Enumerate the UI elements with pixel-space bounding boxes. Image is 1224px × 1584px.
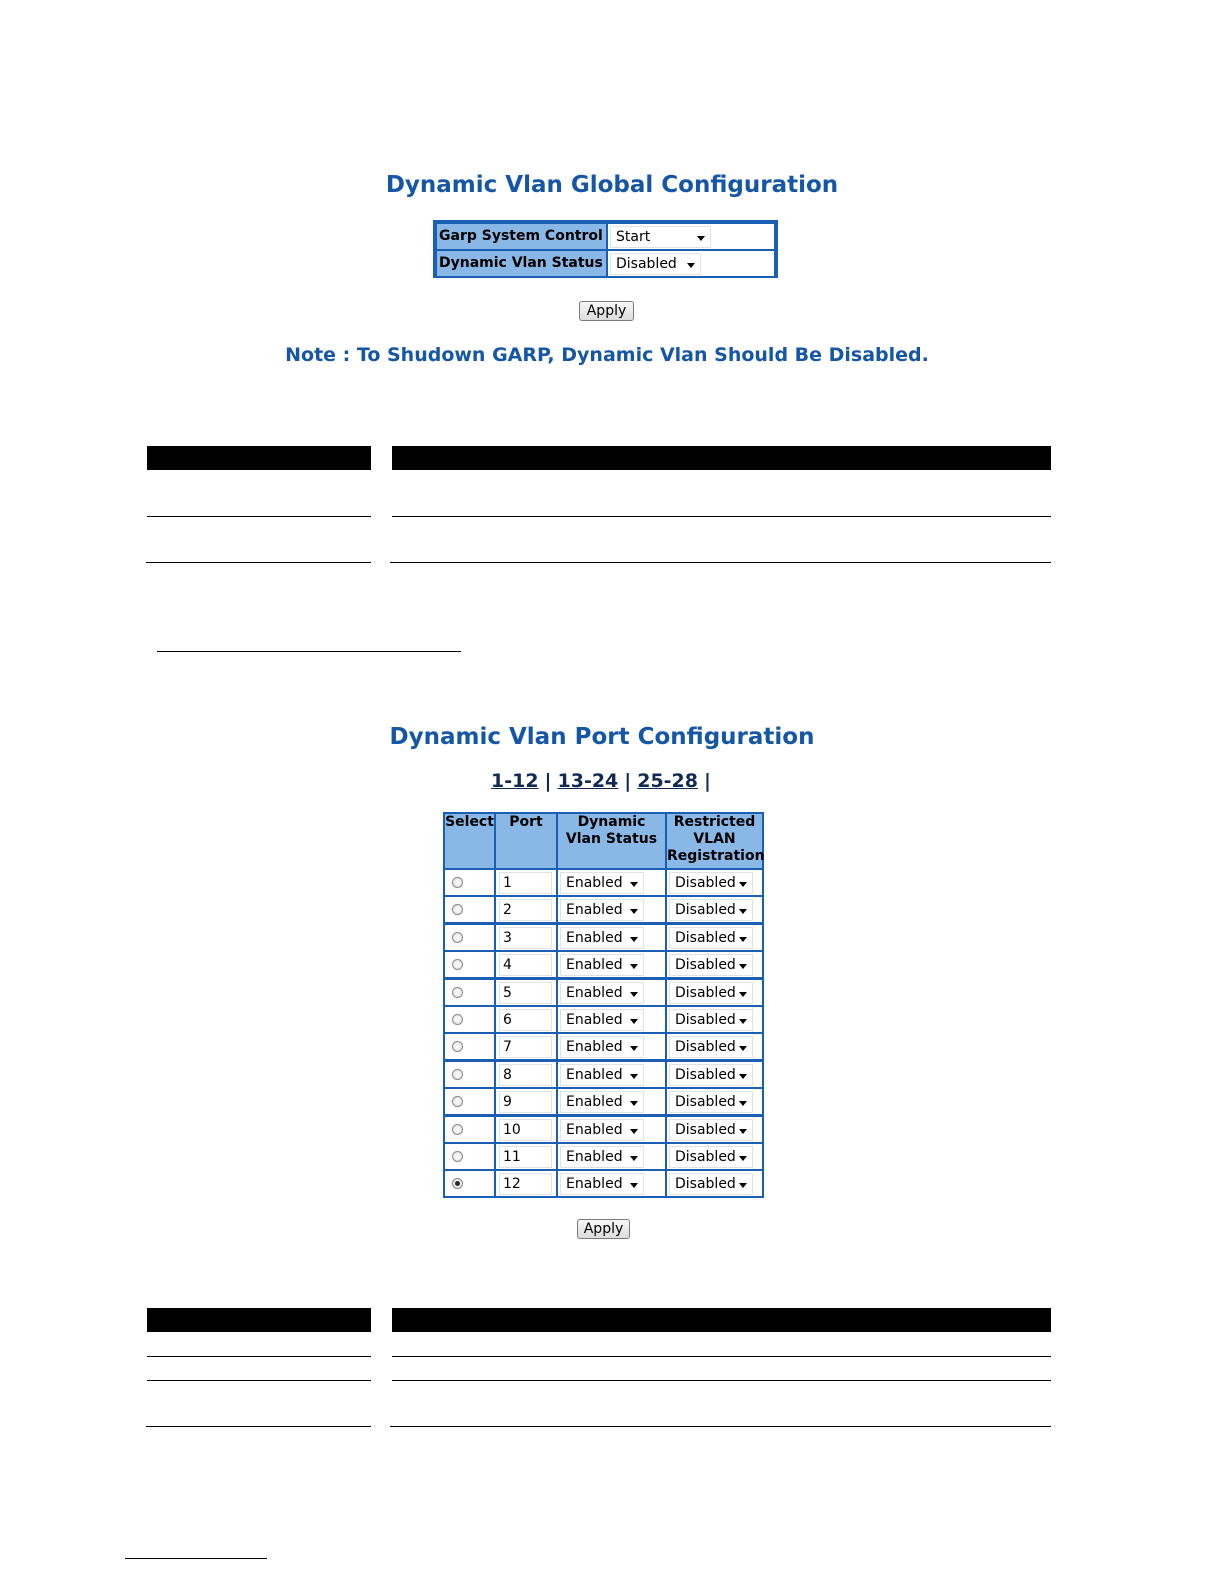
header-restricted-vlan-registration: Restricted VLAN Registration	[667, 814, 762, 868]
port-select-radio[interactable]	[452, 1041, 463, 1052]
divider	[392, 1380, 1051, 1381]
dynamic-vlan-status-select[interactable]	[560, 1146, 644, 1168]
divider	[147, 516, 371, 517]
port-number-field[interactable]: 3	[499, 927, 552, 949]
chevron-down-icon	[630, 909, 638, 914]
restricted-vlan-select[interactable]	[669, 1036, 753, 1058]
restricted-vlan-value: Disabled	[675, 1012, 736, 1028]
chevron-down-icon	[687, 263, 695, 268]
port-number-field[interactable]: 1	[499, 872, 552, 894]
page-link-25-28[interactable]: 25-28	[637, 770, 699, 792]
port-select-radio[interactable]	[452, 959, 463, 970]
dynamic-vlan-status-select[interactable]	[560, 982, 644, 1004]
garp-system-control-value: Start	[616, 229, 651, 245]
port-config-table	[443, 812, 764, 1198]
restricted-vlan-select[interactable]	[669, 1146, 753, 1168]
chevron-down-icon	[630, 1156, 638, 1161]
chevron-down-icon	[739, 1046, 747, 1051]
chevron-down-icon	[630, 1046, 638, 1051]
dynamic-vlan-status-select[interactable]	[560, 1064, 644, 1086]
port-number-field[interactable]: 5	[499, 982, 552, 1004]
restricted-vlan-select[interactable]	[669, 1009, 753, 1031]
dynamic-vlan-status-select[interactable]	[560, 1173, 644, 1195]
dynamic-vlan-status-select[interactable]	[560, 927, 644, 949]
chevron-down-icon	[739, 937, 747, 942]
port-number-field[interactable]: 11	[499, 1146, 552, 1168]
chevron-down-icon	[697, 236, 705, 241]
dynamic-vlan-status-value: Enabled	[566, 957, 623, 973]
chevron-down-icon	[739, 1019, 747, 1024]
chevron-down-icon	[630, 1183, 638, 1188]
port-range-pager	[491, 770, 717, 792]
divider	[392, 516, 1051, 517]
chevron-down-icon	[630, 1101, 638, 1106]
port-select-radio[interactable]	[452, 1014, 463, 1025]
port-select-radio[interactable]	[452, 987, 463, 998]
apply-ports-button[interactable]: Apply	[577, 1219, 630, 1239]
restricted-vlan-value: Disabled	[675, 985, 736, 1001]
port-number-field[interactable]: 10	[499, 1119, 552, 1141]
divider	[146, 562, 371, 563]
page-link-1-12[interactable]: 1-12	[491, 770, 539, 792]
port-select-radio[interactable]	[452, 904, 463, 915]
header-dynamic-vlan-status: Dynamic Vlan Status	[558, 814, 665, 868]
divider	[147, 1380, 371, 1381]
garp-label: Garp System Control	[437, 224, 606, 249]
divider	[146, 1426, 371, 1427]
dynamic-vlan-status-value: Disabled	[616, 256, 677, 272]
header-port: Port	[496, 814, 556, 868]
restricted-vlan-value: Disabled	[675, 902, 736, 918]
garp-system-control-select[interactable]	[610, 226, 711, 248]
dynamic-vlan-status-select[interactable]	[560, 1119, 644, 1141]
chevron-down-icon	[630, 937, 638, 942]
dynamic-vlan-status-select[interactable]	[560, 1091, 644, 1113]
dynamic-vlan-status-value: Enabled	[566, 875, 623, 891]
chevron-down-icon	[739, 1129, 747, 1134]
page-link-13-24[interactable]: 13-24	[557, 770, 619, 792]
dynamic-vlan-status-select[interactable]	[610, 253, 701, 275]
redacted-header-left	[147, 1308, 371, 1332]
port-number-field[interactable]: 2	[499, 899, 552, 921]
port-config-title: Dynamic Vlan Port Configuration	[389, 724, 815, 750]
chevron-down-icon	[630, 964, 638, 969]
restricted-vlan-value: Disabled	[675, 1039, 736, 1055]
restricted-vlan-value: Disabled	[675, 1094, 736, 1110]
restricted-vlan-value: Disabled	[675, 1176, 736, 1192]
dynamic-vlan-status-value: Enabled	[566, 1122, 623, 1138]
dynamic-vlan-status-row	[436, 251, 775, 276]
pager-separator: |	[624, 770, 632, 792]
port-select-radio[interactable]	[452, 877, 463, 888]
chevron-down-icon	[739, 992, 747, 997]
chevron-down-icon	[739, 1156, 747, 1161]
dynamic-vlan-status-value: Enabled	[566, 1094, 623, 1110]
dynamic-vlan-status-select[interactable]	[560, 1009, 644, 1031]
dynamic-vlan-status-select[interactable]	[560, 954, 644, 976]
chevron-down-icon	[739, 1101, 747, 1106]
chevron-down-icon	[739, 909, 747, 914]
restricted-vlan-value: Disabled	[675, 875, 736, 891]
restricted-vlan-select[interactable]	[669, 1119, 753, 1141]
global-config-title: Dynamic Vlan Global Configuration	[385, 172, 839, 198]
redacted-header-right	[392, 446, 1051, 470]
restricted-vlan-select[interactable]	[669, 927, 753, 949]
restricted-vlan-value: Disabled	[675, 930, 736, 946]
chevron-down-icon	[739, 882, 747, 887]
pager-separator: |	[544, 770, 552, 792]
dynamic-vlan-status-value: Enabled	[566, 1176, 623, 1192]
restricted-vlan-select[interactable]	[669, 982, 753, 1004]
dynamic-vlan-status-value: Enabled	[566, 985, 623, 1001]
port-number-field[interactable]: 4	[499, 954, 552, 976]
chevron-down-icon	[630, 1074, 638, 1079]
divider	[157, 651, 461, 652]
garp-row	[436, 224, 775, 249]
dynamic-vlan-status-value: Enabled	[566, 1039, 623, 1055]
chevron-down-icon	[739, 964, 747, 969]
dynamic-vlan-status-value: Enabled	[566, 1149, 623, 1165]
apply-global-button[interactable]: Apply	[579, 301, 634, 321]
header-select: Select	[445, 814, 494, 868]
port-number-field[interactable]: 6	[499, 1009, 552, 1031]
dynamic-vlan-status-value: Enabled	[566, 930, 623, 946]
port-select-radio[interactable]	[452, 1069, 463, 1080]
divider	[147, 1356, 371, 1357]
chevron-down-icon	[630, 1019, 638, 1024]
restricted-vlan-select[interactable]	[669, 1091, 753, 1113]
restricted-vlan-value: Disabled	[675, 1122, 736, 1138]
chevron-down-icon	[739, 1074, 747, 1079]
restricted-vlan-value: Disabled	[675, 1149, 736, 1165]
restricted-vlan-select[interactable]	[669, 954, 753, 976]
dynamic-vlan-status-value: Enabled	[566, 1012, 623, 1028]
global-config-table	[433, 220, 778, 278]
dynamic-vlan-status-select[interactable]	[560, 899, 644, 921]
divider	[125, 1558, 267, 1559]
pager-separator: |	[704, 770, 711, 792]
port-select-radio[interactable]	[452, 1096, 463, 1107]
restricted-vlan-value: Disabled	[675, 1067, 736, 1083]
divider	[390, 562, 1051, 563]
redacted-header-left	[147, 446, 371, 470]
port-select-radio[interactable]	[452, 932, 463, 943]
restricted-vlan-select[interactable]	[669, 1064, 753, 1086]
port-number-field[interactable]: 12	[499, 1173, 552, 1195]
chevron-down-icon	[630, 882, 638, 887]
port-select-radio[interactable]	[452, 1151, 463, 1162]
dynamic-vlan-status-value: Enabled	[566, 902, 623, 918]
port-select-radio[interactable]	[452, 1124, 463, 1135]
divider	[390, 1426, 1051, 1427]
port-number-field[interactable]: 9	[499, 1091, 552, 1113]
dynamic-vlan-status-value: Enabled	[566, 1067, 623, 1083]
port-number-field[interactable]: 7	[499, 1036, 552, 1058]
chevron-down-icon	[739, 1183, 747, 1188]
restricted-vlan-select[interactable]	[669, 1173, 753, 1195]
divider	[392, 1356, 1051, 1357]
restricted-vlan-select[interactable]	[669, 899, 753, 921]
restricted-vlan-select[interactable]	[669, 872, 753, 894]
port-select-radio[interactable]	[452, 1178, 463, 1189]
chevron-down-icon	[630, 992, 638, 997]
chevron-down-icon	[630, 1129, 638, 1134]
dynamic-vlan-status-select[interactable]	[560, 1036, 644, 1058]
garp-note: Note : To Shudown GARP, Dynamic Vlan Should Be Disabled.	[285, 344, 929, 366]
restricted-vlan-value: Disabled	[675, 957, 736, 973]
dynamic-vlan-status-label: Dynamic Vlan Status	[437, 251, 606, 276]
redacted-header-right	[392, 1308, 1051, 1332]
dynamic-vlan-status-select[interactable]	[560, 872, 644, 894]
port-number-field[interactable]: 8	[499, 1064, 552, 1086]
